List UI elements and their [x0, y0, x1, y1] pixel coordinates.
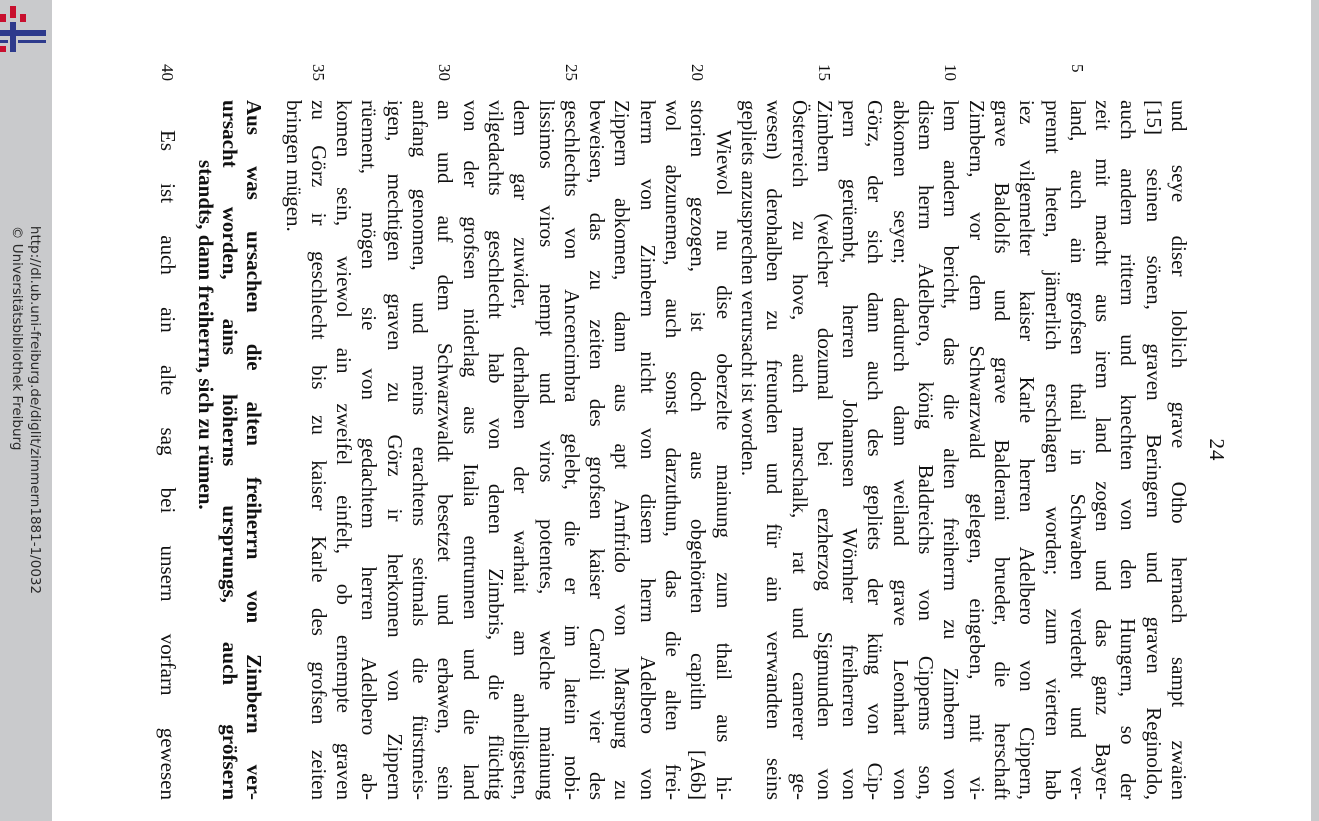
text-line: 20 storien gezogen, ist doch aus obgehörten capitln [A6b] [686, 64, 711, 800]
text-line: anfang genomen, und meins erachtens seitmals die fürstmeis- [408, 100, 433, 800]
text-line: prennt heten, jämerlich erschlagen worden; zum vierten hab [1040, 100, 1065, 800]
text-line: 15 Zimbern (welcher dozumal bei erzherzog Sigmunden von [812, 64, 837, 800]
text-line: igen, mechtigen graven zu Görz ir herkomen von Zippern [382, 100, 407, 800]
section-heading [194, 100, 266, 800]
line-number: 5 [1067, 64, 1087, 73]
text-line: zeit mit macht aus irem land zogen und das ganz Bayer- [1091, 100, 1116, 800]
university-logo-icon [0, 0, 46, 54]
heading-line: Aus was ursachen die alten freiherrn von Zimbern ver- [242, 100, 267, 800]
line-number: 15 [814, 64, 834, 81]
source-info [8, 226, 44, 594]
line-number: 35 [308, 64, 328, 81]
text-line: 40 Es ist auch ain alte sag bei unsern vorfarn gewesen [156, 64, 181, 800]
paragraph-1 [736, 64, 1191, 800]
text-line: herrn von Zimbern nicht von disem herrn Adelbero von [635, 100, 660, 800]
line-number: 25 [561, 64, 581, 81]
line-number: 30 [435, 64, 455, 81]
text-line: wesen) derohalben zu freunden und für ain verwandten seins [762, 100, 787, 800]
text-line: bringen mügen. [281, 100, 306, 232]
line-number: 40 [158, 64, 178, 81]
text-line: von der grofsen niderlag aus Italia entrunnen und die land [458, 100, 483, 800]
heading-line: ursacht worden, ains höherns ursprungs, auch gröfsern [218, 100, 243, 800]
text-line: und seye diser loblich grave Otho hernach sampt zwaien [1167, 100, 1191, 800]
left-sidebar [0, 0, 52, 821]
paragraph-3 [155, 64, 181, 800]
text-line: iez vilgemelter kaiser Karle herren Adelbero von Cippern, [1015, 100, 1040, 800]
text-line: Wiewol nu dise oberzelte mainung zum thail aus hi- [711, 130, 736, 800]
text-line: Zippern abkomen, dann aus apt Arnfrido von Marspurg zu [610, 100, 635, 800]
source-url[interactable]: http://dl.ub.uni-freiburg.de/diglit/zimmern1881-1/0032 [27, 225, 43, 595]
scrollbar[interactable] [1311, 0, 1319, 821]
page-body [155, 64, 1191, 800]
text-line: abkomen seyen; dardurch dann weiland grave Leonhart von [888, 100, 913, 800]
text-line: Zimbern, vor dem Schwarzwald gelegen, eingeben, mit vi- [964, 100, 989, 800]
line-number: 20 [688, 64, 708, 81]
text-line: gepliets anzusprechen verursacht ist worden. [736, 100, 761, 477]
text-line: 5 land, auch ain grofsen thail in Schwaben verderbt und ver- [1065, 64, 1090, 800]
text-line: Görz, der sich dann auch des gepliets der küng von Cip- [863, 100, 888, 800]
text-line: 30 an und auf dem Schwarzwaldt besetzet und erbawen, sein [433, 64, 458, 800]
text-line: lissimos viros nempt und viros potentes, welche mainung [534, 100, 559, 800]
book-page [156, 64, 1229, 800]
text-line: dem gar zuwider, derhalben der warhait am anhelligsten, [509, 100, 534, 800]
heading-line: standts, dann freiherrn, sich zu rümen. [194, 160, 219, 510]
paragraph-2 [280, 64, 736, 800]
text-line: vilgedachts geschlecht hab von denen Zimbris, die flüchtig [483, 100, 508, 800]
text-line: Österreich zu hove, auch marschalk, rat und camerer ge- [787, 100, 812, 800]
line-number: 10 [941, 64, 961, 81]
text-line: auch andern rittern und knechten von den Hungern, so der [1116, 100, 1141, 800]
text-line: pern gerüembt, herren Johannsen Wörnher freiherren von [838, 100, 863, 800]
text-line: komen sein, wiewol ain zweifel einfelt, ob ernempte graven [332, 100, 357, 800]
page-number: 24 [1205, 438, 1229, 462]
text-line: 25 geschlechts von Ancencimbra gelebt, die er im latein nobi- [559, 64, 584, 800]
text-line: grave Baldolfs und grave Balderani brueder, die herschaft [989, 100, 1014, 800]
text-line: 35 zu Görz ir geschlecht bis zu kaiser Karle des grofsen zeiten [306, 64, 331, 800]
text-line: wol abzunemen, auch sonst darzuthun, das die alten frei- [661, 100, 686, 800]
copyright-text: © Universitätsbibliothek Freiburg [9, 225, 25, 451]
text-line: beweisen, das zu zeiten des grofsen kaiser Caroli vier des [585, 100, 610, 800]
text-line: rüement, mögen sie von gedachtem herren Adelbero ab- [357, 100, 382, 800]
text-line: [15] seinen sönen, graven Beringern und graven Reginoldo, [1141, 100, 1166, 800]
text-line: disem herrn Adelbero, könig Baldreichs von Cippems son, [914, 100, 939, 800]
text-line: 10 lem andern bericht, das die alten freiherrn zu Zimbern von [939, 64, 964, 800]
